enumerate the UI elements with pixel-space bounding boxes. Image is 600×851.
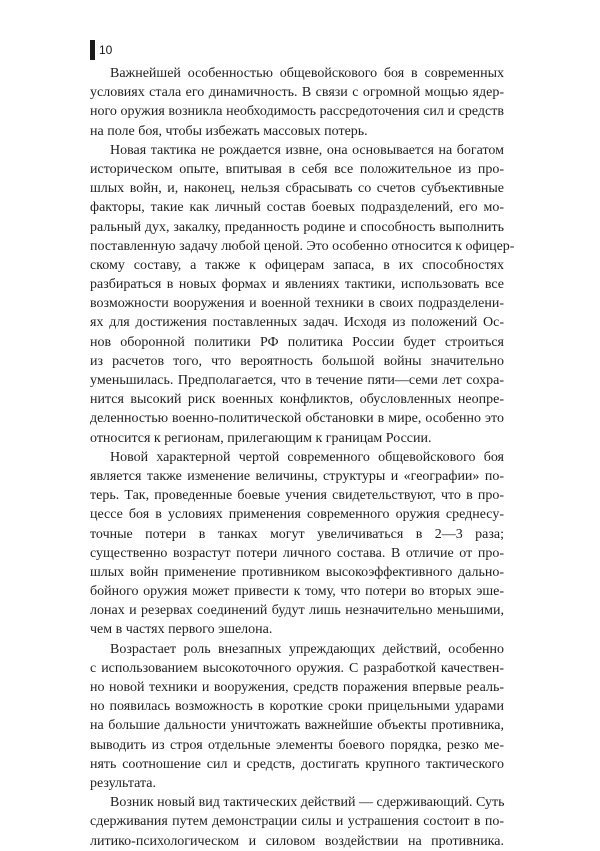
text-line: шлых войн, и, наконец, нельзя сбрасывать со счетов субъективные: [90, 181, 504, 197]
text-line: уменьшилась. Предполагается, что в течение пяти—семи лет сохра-: [90, 373, 504, 388]
text-line: нится высокий риск военных конфликтов, обусловленных неопре-: [90, 392, 504, 408]
text-line: Возник новый вид тактических действий — сдерживающий. Суть: [110, 795, 505, 811]
text-line: Новая тактика не рождается извне, она основывается на богатом: [110, 142, 504, 158]
text-line: но новой техники и вооружения, средств поражения впервые реаль-: [90, 680, 504, 695]
text-line: ях для достижения поставленных задач. Исходя из положений Ос-: [90, 315, 504, 331]
text-line: сдерживания путем демонстрации силы и устрашения состоит в по-: [90, 814, 504, 830]
text-line: на большие дальности уничтожать важнейшие объекты противника,: [90, 718, 504, 734]
text-line: на поле боя, чтобы избежать массовых потерь.: [90, 123, 368, 139]
paragraph-3: [90, 448, 504, 640]
text-line: лонах и резервах соединений будут лишь незначительно меньшими,: [90, 603, 504, 619]
text-line: цессе боя в условиях применения современного оружия среднесу-: [90, 507, 504, 523]
paragraph-2: [90, 141, 515, 448]
text-line: точные потери в танках могут увеличиваться в 2—3 раза;: [90, 526, 504, 542]
paragraph-4: [90, 640, 504, 794]
text-line: условиях стала его динамичность. В связи с огромной мощью ядер-: [90, 85, 504, 101]
body-text: [90, 64, 515, 851]
text-line: шлых войн применение противником высокоэффективного дально-: [90, 564, 504, 580]
text-line: является также изменение величины, структуры и «географии» по-: [90, 468, 504, 484]
text-line: относится к регионам, прилегающим к границам России.: [90, 430, 432, 446]
text-line: нов оборонной политики РФ политика России будет строиться: [90, 334, 504, 350]
text-line: существенно возрастут потери личного состава. В отличие от про-: [90, 545, 504, 561]
paragraph-1: [90, 64, 504, 141]
text-line: нять соотношение сил и средств, достигать крупного тактического: [90, 756, 504, 772]
text-line: результата.: [90, 775, 156, 791]
text-line: факторы, такие как личный состав боевых подразделений, его мо-: [90, 200, 504, 216]
text-line: чем в частях первого эшелона.: [90, 622, 273, 638]
text-line: Возрастает роль внезапных упреждающих действий, особенно: [110, 641, 504, 657]
paragraph-5: [90, 793, 504, 851]
text-line: Новой характерной чертой современного общевойскового боя: [110, 449, 504, 465]
text-line: ральный дух, закалку, преданность родине и способность выполнить: [90, 219, 504, 235]
text-line: терь. Так, проведенные боевые учения свидетельствуют, что в про-: [90, 488, 504, 504]
page-number: 10: [99, 43, 113, 57]
text-line: литико-психологическом и силовом воздействии на противника.: [90, 833, 504, 849]
text-line: из расчетов того, что вероятность большой войны значительно: [90, 353, 504, 369]
text-line: Важнейшей особенностью общевойскового боя в современных: [110, 66, 504, 81]
page-folio: [90, 40, 112, 60]
text-line: с использованием высокоточного оружия. С разработкой качествен-: [90, 660, 504, 676]
text-line: возможности вооружения и военной техники в своих подразделени-: [90, 296, 504, 312]
text-line: скому составу, а также к офицерам запаса, в их способностях: [90, 257, 504, 273]
text-line: поставленную задачу любой ценой. Это особенно относится к офицер-: [90, 238, 515, 254]
text-line: но появилась возможность в короткие сроки прицельными ударами: [90, 699, 504, 715]
text-line: ного оружия возникла необходимость рассредоточения сил и средств: [90, 104, 504, 120]
text-line: бойного оружия может привести к тому, что потери во вторых эше-: [90, 584, 504, 600]
text-line: выводить из строя отдельные элементы боевого порядка, резко ме-: [90, 737, 504, 753]
text-line: разбираться в новых формах и явлениях тактики, использовать все: [90, 277, 504, 293]
folio-marker-bar: [90, 40, 95, 60]
text-line: деленностью военно-политической обстановки в мире, особенно это: [90, 411, 504, 427]
text-line: историческом опыте, впитывая в себя все положительное из про-: [90, 161, 504, 177]
